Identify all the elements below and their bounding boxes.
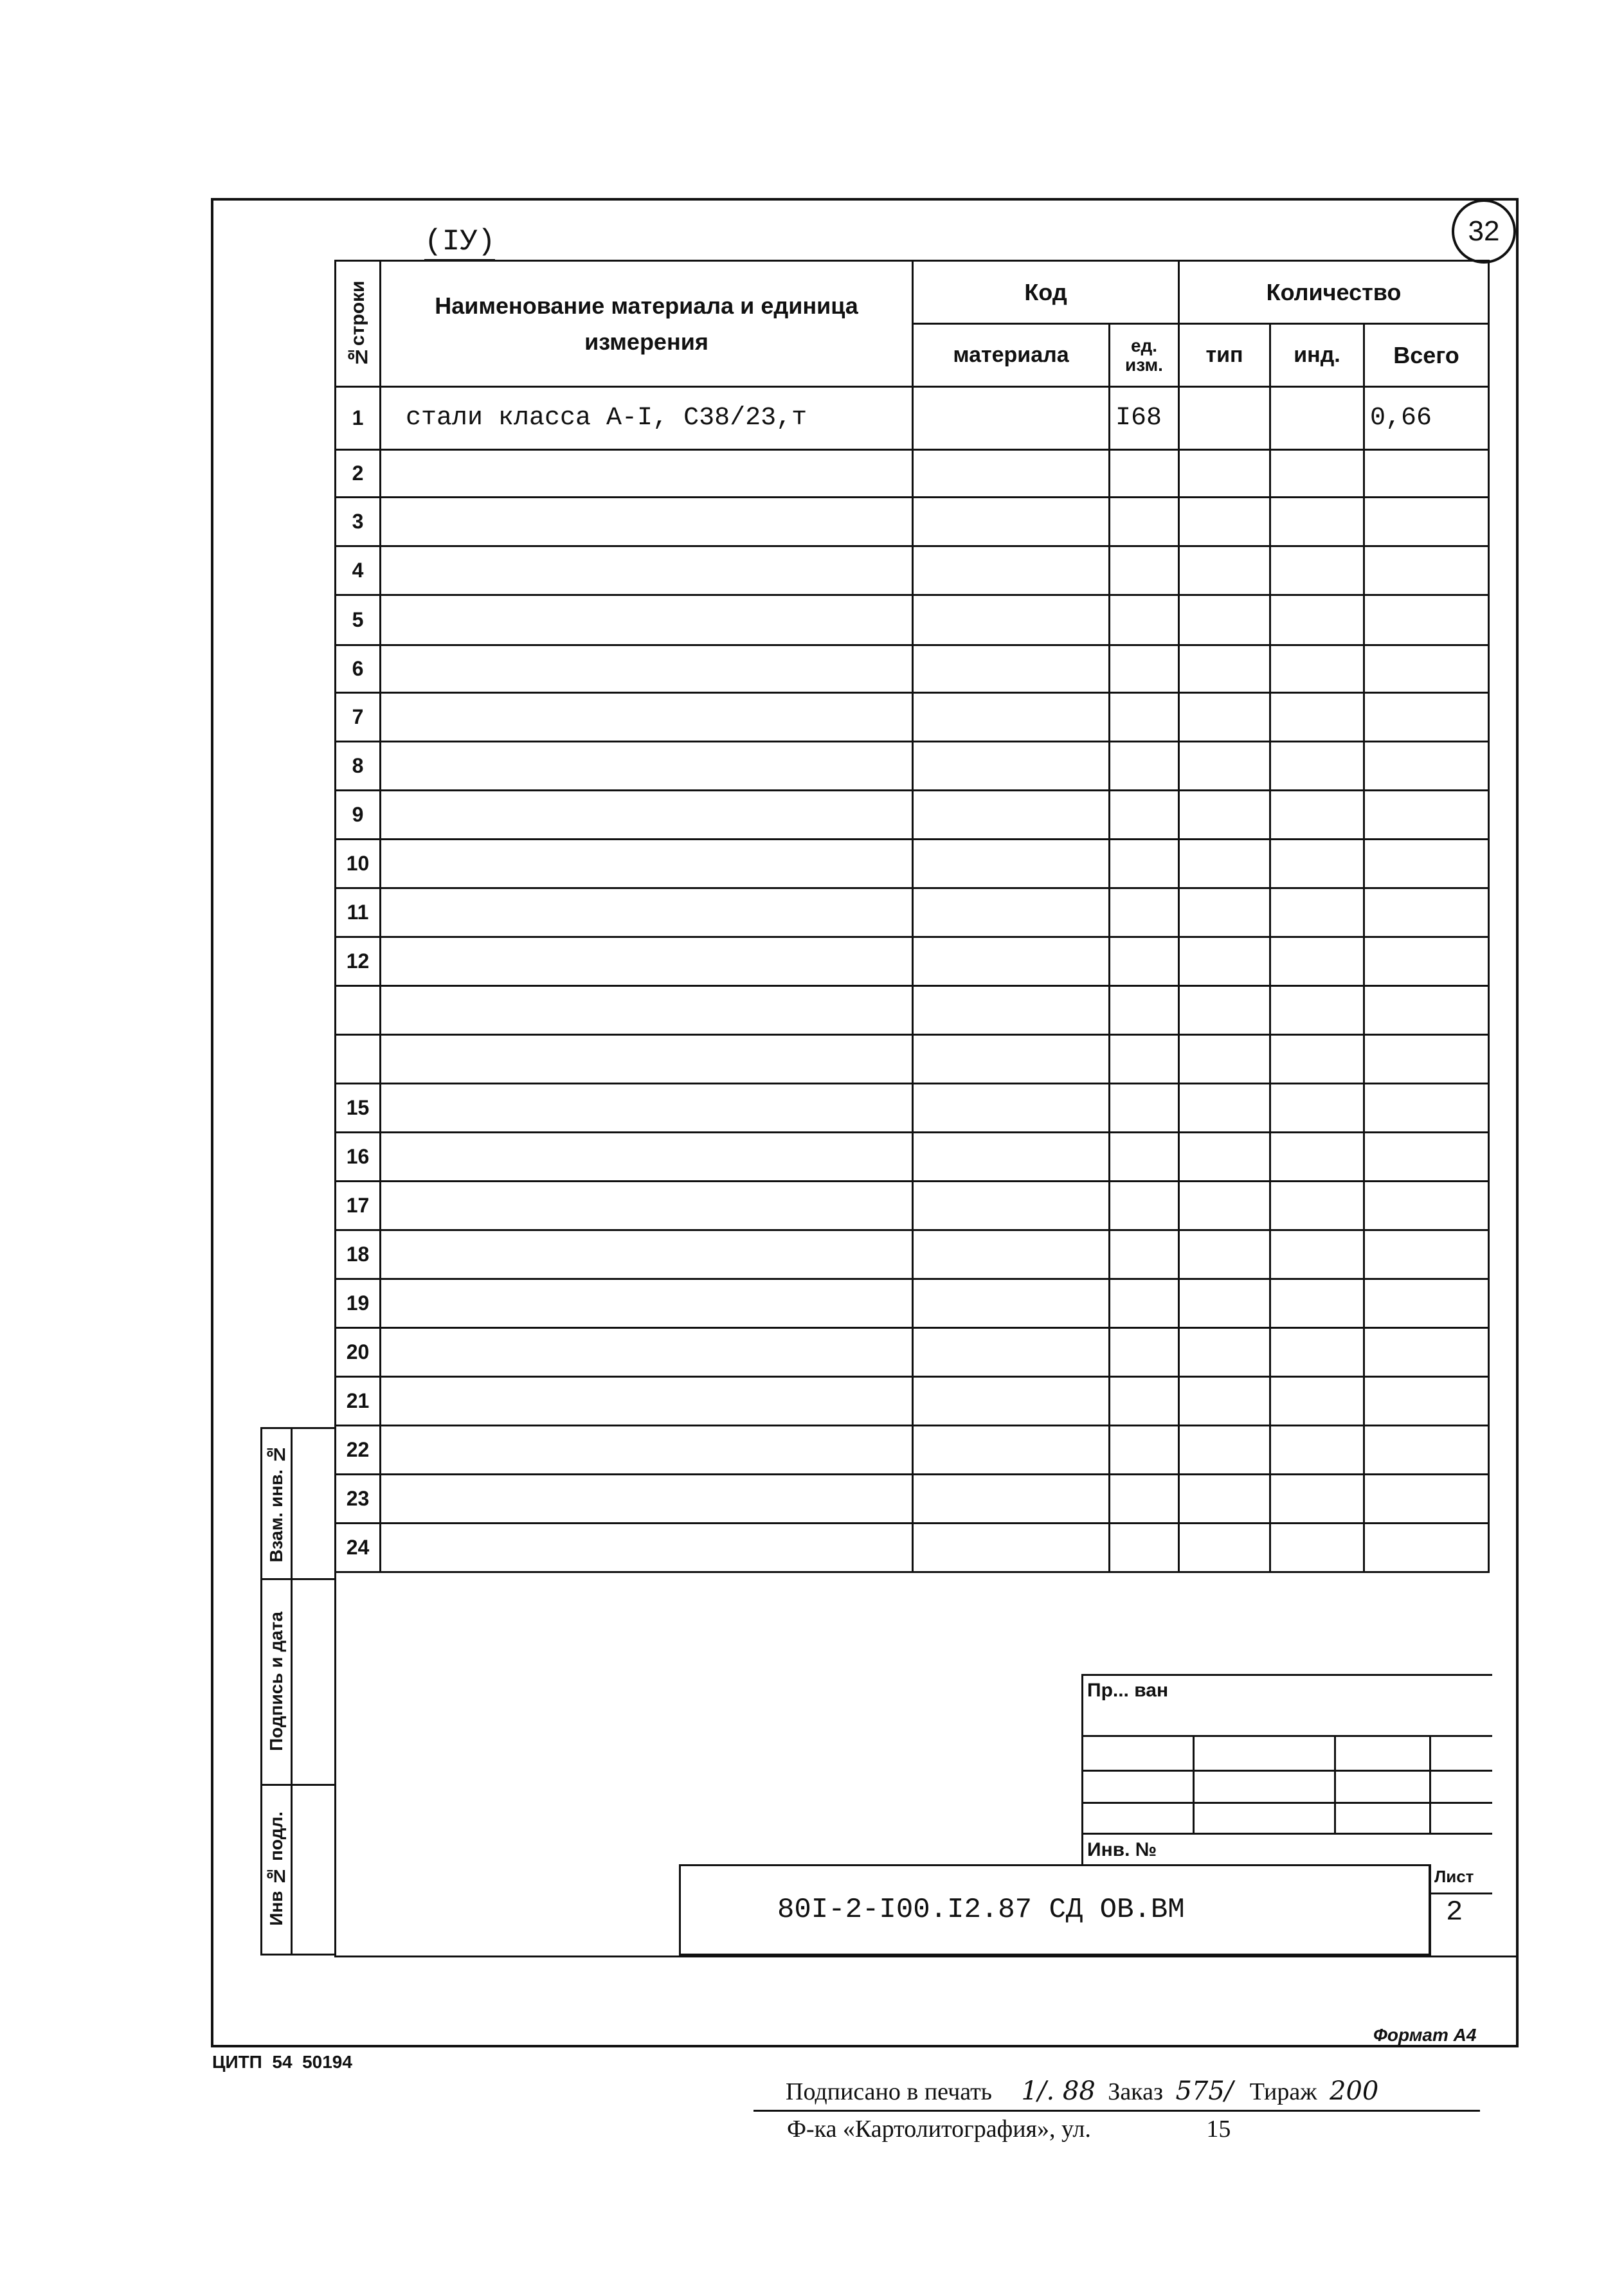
material-name [381, 1133, 913, 1182]
ind-header: инд. [1270, 324, 1364, 387]
table-row [336, 1182, 1489, 1230]
type-qty [1179, 450, 1270, 498]
material-code [913, 1377, 1110, 1426]
quantity-header: Количество [1179, 261, 1489, 324]
sheet-label: Лист [1434, 1867, 1474, 1886]
unit-code [1110, 1084, 1179, 1133]
approval-stamp [1081, 1674, 1492, 1866]
row-number: 24 [336, 1524, 381, 1572]
unit-code [1110, 450, 1179, 498]
footer-page: 15 [1206, 2116, 1231, 2143]
unit-code [1110, 645, 1179, 693]
row-number [336, 986, 381, 1035]
document-code: 80I-2-I00.I2.87 СД ОВ.ВМ [777, 1894, 1185, 1926]
row-number: 17 [336, 1182, 381, 1230]
ind-qty [1270, 1279, 1364, 1328]
inv-orig-field [262, 1784, 291, 1954]
unit-code [1110, 791, 1179, 840]
footer-line-2 [787, 2115, 1231, 2143]
row-number: 20 [336, 1328, 381, 1377]
total-qty [1364, 888, 1489, 937]
material-code [913, 1279, 1110, 1328]
material-name [381, 742, 913, 791]
type-qty [1179, 1377, 1270, 1426]
table-row [336, 1230, 1489, 1279]
row-number: 1 [336, 387, 381, 450]
total-qty [1364, 840, 1489, 888]
row-number: 5 [336, 595, 381, 645]
row-number: 4 [336, 546, 381, 595]
unit-code [1110, 1279, 1179, 1328]
material-code [913, 1133, 1110, 1182]
table-row [336, 888, 1489, 937]
unit-code [1110, 1230, 1179, 1279]
materials-table [334, 260, 1490, 1573]
material-code [913, 1182, 1110, 1230]
material-name [381, 693, 913, 742]
table-row [336, 1133, 1489, 1182]
material-code [913, 840, 1110, 888]
table-row [336, 840, 1489, 888]
unit-code [1110, 1377, 1179, 1426]
row-number: 16 [336, 1133, 381, 1182]
material-code [913, 387, 1110, 450]
total-qty: 0,66 [1364, 387, 1489, 450]
row-number: 19 [336, 1279, 381, 1328]
total-qty [1364, 1377, 1489, 1426]
type-qty [1179, 986, 1270, 1035]
stamp-vline [1429, 1735, 1431, 1833]
sidebar-stamp [260, 1427, 336, 1956]
total-qty [1364, 986, 1489, 1035]
inv-no-label: Инв. № [1087, 1839, 1157, 1860]
type-qty [1179, 498, 1270, 546]
total-qty [1364, 1426, 1489, 1475]
sheet-value: 2 [1446, 1896, 1463, 1929]
format-label: Формат А4 [1373, 2025, 1477, 2045]
ind-qty [1270, 791, 1364, 840]
material-name [381, 1328, 913, 1377]
unit-code [1110, 888, 1179, 937]
row-number: 18 [336, 1230, 381, 1279]
row-number: 21 [336, 1377, 381, 1426]
table-row [336, 791, 1489, 840]
type-qty [1179, 840, 1270, 888]
row-number: 8 [336, 742, 381, 791]
table-row [336, 1279, 1489, 1328]
type-qty [1179, 1328, 1270, 1377]
material-code [913, 546, 1110, 595]
material-code [913, 693, 1110, 742]
ind-qty [1270, 387, 1364, 450]
type-qty [1179, 1084, 1270, 1133]
ind-qty [1270, 693, 1364, 742]
type-qty [1179, 1426, 1270, 1475]
unit-code [1110, 546, 1179, 595]
table-row [336, 450, 1489, 498]
material-name [381, 1524, 913, 1572]
sheet-box-line [1430, 1893, 1492, 1894]
ind-qty [1270, 1035, 1364, 1084]
row-number: 9 [336, 791, 381, 840]
material-name [381, 840, 913, 888]
handwritten-run: 200 [1330, 2076, 1379, 2106]
table-row [336, 937, 1489, 986]
code-header: Код [913, 261, 1179, 324]
checked-label: Пр... ван [1087, 1680, 1169, 1701]
material-name [381, 498, 913, 546]
total-qty [1364, 693, 1489, 742]
inv-orig-label: Инв № подл. [266, 1812, 286, 1926]
type-qty [1179, 888, 1270, 937]
ind-qty [1270, 937, 1364, 986]
material-code [913, 888, 1110, 937]
stamp-vline [1193, 1735, 1195, 1833]
material-code [913, 986, 1110, 1035]
stamp-line [1083, 1833, 1492, 1835]
unit-code [1110, 498, 1179, 546]
material-name [381, 1377, 913, 1426]
table-row [336, 387, 1489, 450]
material-name [381, 645, 913, 693]
ind-qty [1270, 1230, 1364, 1279]
material-code [913, 1230, 1110, 1279]
material-code [913, 1475, 1110, 1524]
table-row [336, 1377, 1489, 1426]
type-qty [1179, 645, 1270, 693]
sign-date-field [262, 1578, 291, 1784]
row-number: 10 [336, 840, 381, 888]
table-row [336, 645, 1489, 693]
unit-code [1110, 840, 1179, 888]
type-qty [1179, 937, 1270, 986]
material-name [381, 450, 913, 498]
total-qty [1364, 546, 1489, 595]
total-qty [1364, 937, 1489, 986]
total-qty [1364, 1084, 1489, 1133]
publisher-code: ЦИТП 54 50194 [212, 2052, 352, 2072]
type-qty [1179, 1035, 1270, 1084]
total-qty [1364, 1230, 1489, 1279]
table-row [336, 498, 1489, 546]
type-qty [1179, 1182, 1270, 1230]
unit-code [1110, 1182, 1179, 1230]
type-qty [1179, 791, 1270, 840]
total-header: Всего [1364, 324, 1489, 387]
material-code [913, 1524, 1110, 1572]
ind-qty [1270, 595, 1364, 645]
material-name [381, 1475, 913, 1524]
footer-rule [753, 2110, 1480, 2112]
row-number: 6 [336, 645, 381, 693]
total-qty [1364, 791, 1489, 840]
ind-qty [1270, 546, 1364, 595]
type-qty [1179, 693, 1270, 742]
sidebar-divider [291, 1429, 293, 1954]
unit-code [1110, 986, 1179, 1035]
unit-code: I68 [1110, 387, 1179, 450]
total-qty [1364, 742, 1489, 791]
row-number: 12 [336, 937, 381, 986]
footer-line-1 [786, 2076, 1378, 2106]
factory-label: Ф-ка «Картолитография», ул. [787, 2116, 1091, 2143]
total-qty [1364, 450, 1489, 498]
table-row [336, 1084, 1489, 1133]
unit-code [1110, 595, 1179, 645]
signed-print-label: Подписано в печать [786, 2078, 993, 2105]
material-name [381, 1230, 913, 1279]
print-run-label: Тираж [1249, 2078, 1317, 2105]
ind-qty [1270, 1182, 1364, 1230]
ind-qty [1270, 986, 1364, 1035]
row-number: 15 [336, 1084, 381, 1133]
ind-qty [1270, 1524, 1364, 1572]
unit-code [1110, 742, 1179, 791]
total-qty [1364, 1279, 1489, 1328]
material-name: стали класса А-I, С38/23,т [381, 387, 913, 450]
frame-bottom-line [334, 1956, 1516, 1957]
total-qty [1364, 1328, 1489, 1377]
unit-code [1110, 1035, 1179, 1084]
unit-code [1110, 1524, 1179, 1572]
row-number: 22 [336, 1426, 381, 1475]
unit-code [1110, 1328, 1179, 1377]
ind-qty [1270, 840, 1364, 888]
type-qty [1179, 1524, 1270, 1572]
unit-header: ед. изм. [1110, 324, 1179, 387]
row-number-header: №строки [336, 261, 381, 387]
stamp-vline [1334, 1735, 1336, 1833]
document-code-box [679, 1864, 1431, 1956]
table-row [336, 1328, 1489, 1377]
ind-qty [1270, 645, 1364, 693]
material-code [913, 791, 1110, 840]
ind-qty [1270, 1328, 1364, 1377]
ind-qty [1270, 1084, 1364, 1133]
unit-code [1110, 1426, 1179, 1475]
sheet-number-circle: 32 [1452, 199, 1516, 264]
row-number: 23 [336, 1475, 381, 1524]
total-qty [1364, 498, 1489, 546]
ind-qty [1270, 450, 1364, 498]
handwritten-date: 1/. 88 [1021, 2076, 1096, 2106]
material-name [381, 1426, 913, 1475]
material-code [913, 450, 1110, 498]
total-qty [1364, 1475, 1489, 1524]
total-qty [1364, 1524, 1489, 1572]
material-code [913, 1035, 1110, 1084]
material-code [913, 937, 1110, 986]
material-name [381, 888, 913, 937]
row-number: 7 [336, 693, 381, 742]
type-header: тип [1179, 324, 1270, 387]
type-qty [1179, 1230, 1270, 1279]
name-header-text: Наименование материала и единица измерения [435, 292, 858, 355]
table-row [336, 742, 1489, 791]
total-qty [1364, 1035, 1489, 1084]
total-qty [1364, 595, 1489, 645]
type-qty [1179, 1279, 1270, 1328]
ind-qty [1270, 498, 1364, 546]
unit-code [1110, 1133, 1179, 1182]
table-row [336, 986, 1489, 1035]
total-qty [1364, 1133, 1489, 1182]
type-qty [1179, 387, 1270, 450]
material-name [381, 986, 913, 1035]
material-code [913, 1084, 1110, 1133]
sign-date-label: Подпись и дата [266, 1611, 286, 1751]
table-row [336, 595, 1489, 645]
material-name [381, 1084, 913, 1133]
material-name [381, 546, 913, 595]
material-code-header: материала [913, 324, 1110, 387]
material-name [381, 937, 913, 986]
material-code [913, 595, 1110, 645]
table-row [336, 693, 1489, 742]
type-qty [1179, 546, 1270, 595]
row-number: 3 [336, 498, 381, 546]
ind-qty [1270, 1377, 1364, 1426]
ind-qty [1270, 1133, 1364, 1182]
row-number: 11 [336, 888, 381, 937]
unit-code [1110, 693, 1179, 742]
table-row [336, 1035, 1489, 1084]
replace-inv-label: Взам. инв. № [266, 1444, 286, 1563]
material-code [913, 498, 1110, 546]
material-code [913, 1328, 1110, 1377]
unit-code [1110, 1475, 1179, 1524]
material-code [913, 645, 1110, 693]
material-code [913, 742, 1110, 791]
total-qty [1364, 645, 1489, 693]
sheet-box [1429, 1864, 1492, 1956]
table-row [336, 1475, 1489, 1524]
handwritten-order: 575/ [1175, 2076, 1234, 2106]
ind-qty [1270, 888, 1364, 937]
section-label: (IУ) [424, 225, 496, 258]
material-name [381, 595, 913, 645]
material-name [381, 1279, 913, 1328]
total-qty [1364, 1182, 1489, 1230]
material-code [913, 1426, 1110, 1475]
material-name [381, 791, 913, 840]
ind-qty [1270, 1426, 1364, 1475]
replace-inv-field [262, 1429, 291, 1578]
unit-code [1110, 937, 1179, 986]
ind-qty [1270, 1475, 1364, 1524]
type-qty [1179, 1475, 1270, 1524]
type-qty [1179, 1133, 1270, 1182]
name-header [381, 261, 913, 387]
row-number [336, 1035, 381, 1084]
table-row [336, 1426, 1489, 1475]
type-qty [1179, 742, 1270, 791]
type-qty [1179, 595, 1270, 645]
ind-qty [1270, 742, 1364, 791]
material-name [381, 1182, 913, 1230]
table-row [336, 546, 1489, 595]
material-name [381, 1035, 913, 1084]
table-row [336, 1524, 1489, 1572]
order-label: Заказ [1108, 2078, 1163, 2105]
row-number: 2 [336, 450, 381, 498]
